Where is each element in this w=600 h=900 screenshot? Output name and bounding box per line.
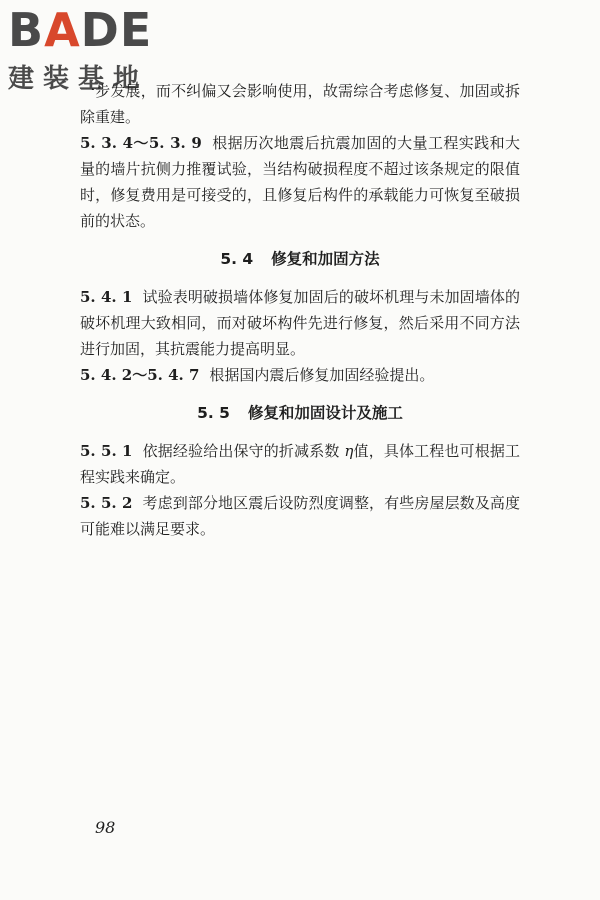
clause-text-a: 依据经验给出保守的折减系数: [142, 442, 340, 460]
section-heading-5-5: [80, 400, 520, 426]
clause-5-5-2: [80, 490, 520, 542]
logo-brand-pre: B: [8, 3, 45, 57]
section-title: 修复和加固方法: [271, 250, 380, 268]
section-number: 5. 4: [220, 250, 254, 268]
section-title: 修复和加固设计及施工: [247, 404, 403, 422]
logo-brand: [8, 3, 178, 57]
document-body: [80, 78, 520, 542]
logo-brand-accent: A: [44, 3, 81, 57]
clause-5-5-1: [80, 438, 520, 490]
clause-number: 5. 5. 1: [80, 442, 133, 460]
clause-text: 根据国内震后修复加固经验提出。: [209, 366, 435, 384]
clause-number: 5. 5. 2: [80, 494, 133, 512]
clause-text: 试验表明破损墙体修复加固后的破坏机理与未加固墙体的破坏机理大致相同，而对破坏构件先进行修复，然后采用不同方法进行加固，其抗震能力提高明显。: [80, 288, 520, 358]
section-heading-5-4: [80, 246, 520, 272]
clause-text-b: 值，具体工程也可根据工程实践来确定。: [80, 442, 520, 486]
clause-text: 考虑到部分地区震后设防烈度调整，有些房屋层数及高度可能难以满足要求。: [80, 494, 520, 538]
clause-5-4-1: [80, 284, 520, 362]
clause-number: 5. 4. 2～5. 4. 7: [80, 366, 200, 384]
clause-number: 5. 3. 4～5. 3. 9: [80, 134, 202, 152]
logo-chinese: 建装基地: [8, 64, 149, 94]
page-number: 98: [95, 818, 116, 837]
paragraph-continued: 一步发展，而不纠偏又会影响使用，故需综合考虑修复、加固或拆除重建。: [80, 82, 520, 126]
eta-symbol: η: [344, 442, 354, 460]
clause-5-3-4: [80, 130, 520, 234]
clause-5-4-2: [80, 362, 520, 388]
clause-text: 根据历次地震后抗震加固的大量工程实践和大量的墙片抗侧力推覆试验，当结构破损程度不超过该条规定的限值时，修复费用是可接受的，且修复后构件的承载能力可恢复至破损前的状态。: [80, 134, 520, 230]
logo-brand-post: DE: [80, 3, 153, 57]
section-number: 5. 5: [197, 404, 230, 422]
clause-number: 5. 4. 1: [80, 288, 133, 306]
